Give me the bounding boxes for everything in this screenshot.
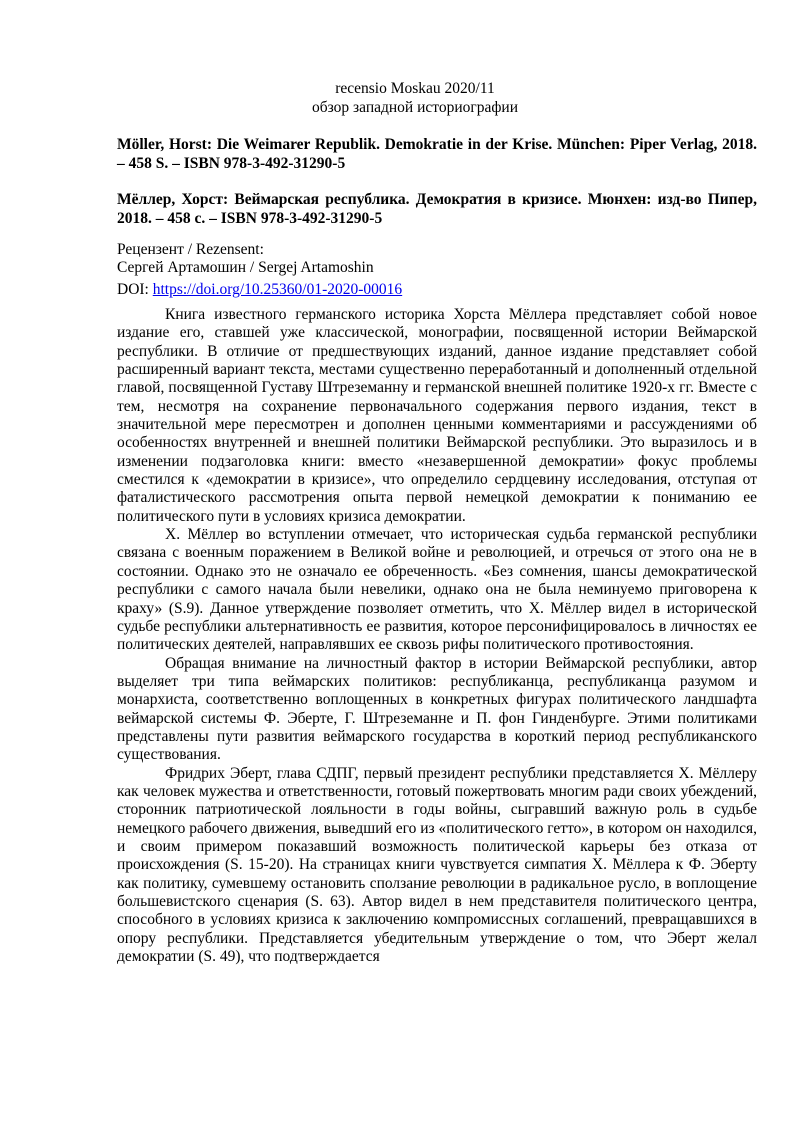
paragraph: Обращая внимание на личностный фактор в истории Веймарской республики, автор выделяет три типа веймарских политиков: республиканца, республиканца разумом и монархиста, соответственно воплощенных в конкретных фигурах политического ландшафта веймарской системы Ф. Эберте, Г. Штреземанне и П. фон Гинденбурге. Этими политиками представлены пути развития веймарского государства в короткий период республиканского существования. <box>117 654 757 764</box>
title-german: Möller, Horst: Die Weimarer Republik. Demokratie in der Krise. München: Piper Verlag, 2018. – 458 S. – ISBN 978-3-492-31290-5 <box>117 136 757 172</box>
reviewer-label: Рецензент / Rezensent: <box>117 241 264 258</box>
reviewer-block <box>117 241 757 277</box>
doi-link[interactable]: https://doi.org/10.25360/01-2020-00016 <box>152 281 403 298</box>
journal-name: recensio Moskau 2020/11 <box>335 80 495 97</box>
doi-label: DOI: <box>117 281 149 298</box>
paragraph: Х. Мёллер во вступлении отмечает, что историческая судьба германской республики связана с военным поражением в Великой войне и революцией, и отречься от этого она не в состоянии. Однако это не означало ее обреченность. «Без сомнения, шансы демократической республики с самого начала были невелики, однако она не была неминуемо приговорена к краху» (S.9). Данное утверждение позволяет отметить, что Х. Мёллер видел в исторической судьбе республики альтернативность ее развития, которое персонифицировалось в личностях ее политических деятелей, направлявших ее сквозь рифы политического противостояния. <box>117 526 757 654</box>
paragraph: Фридрих Эберт, глава СДПГ, первый президент республики представляется Х. Мёллеру как человек мужества и ответственности, готовый пожертвовать многим ради своих убеждений, сторонник патриотической лояльности в годы войны, сыгравший важную роль в судьбе немецкого рабочего движения, выведший его из «политического гетто», в котором он находился, и своим примером показавший возможность политической карьеры без отказа от происхождения (S. 15-20). На страницах книги чувствуется симпатия Х. Мёллера к Ф. Эберту как политику, сумевшему остановить сползание революции в радикальное русло, в воплощение большевистского сценария (S. 63). Автор видел в нем представителя политического центра, способного в условиях кризиса к заключению компромиссных соглашений, превращавшихся в опору республики. Представляется убедительным утверждение о том, что Эберт желал демократии (S. 49), что подтверждается <box>117 764 757 966</box>
journal-subtitle: обзор западной историографии <box>311 98 519 116</box>
title-russian: Мёллер, Хорст: Веймарская республика. Демократия в кризисе. Мюнхен: изд-во Пипер, 2018. – 458 с. – ISBN 978-3-492-31290-5 <box>117 191 757 227</box>
journal-header <box>0 80 800 117</box>
review-body <box>117 306 757 966</box>
paragraph: Книга известного германского историка Хорста Мёллера представляет собой новое издание его, ставшей уже классической, монографии, посвященной истории Веймарской республики. В отличие от предшествующих изданий, данное издание представляет собой расширенный вариант текста, местами существенно переработанный и дополненный отдельной главой, посвященной Густаву Штреземанну и германской внешней политике 1920-х гг. Вместе с тем, несмотря на сохранение первоначального содержания первого издания, текст в значительной мере пересмотрен и дополнен ценными комментариями и рассуждениями об особенностях внутренней и внешней политики Веймарской республики. Это выразилось и в изменении подзаголовка книги: вместо «незавершенной демократии» фокус проблемы сместился к «демократии в кризисе», что определило сердцевину исследования, отступая от фаталистического рассмотрения опыта первой немецкой демократии к пониманию ее политического пути в условиях кризиса демократии. <box>117 306 757 525</box>
reviewer-name: Сергей Артамошин / Sergej Artamoshin <box>117 259 374 276</box>
doi-line <box>117 281 757 299</box>
